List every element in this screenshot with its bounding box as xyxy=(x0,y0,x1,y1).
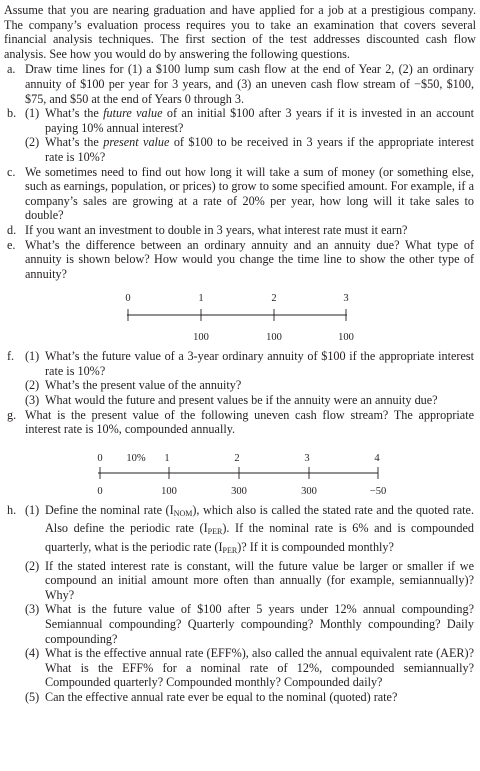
timeline-cash-flow-2: 300 xyxy=(231,485,247,497)
question-b-1-text-post: of an initial $100 after 3 years if it is invested in an account paying 10% annual interest? xyxy=(45,106,474,135)
question-h-label: h. xyxy=(7,502,17,517)
question-b-1-text-pre: What’s the xyxy=(45,106,104,121)
question-h-2-text: If the stated interest rate is constant, will the future value be larger or smaller if we compound an initial amount more often than annually (for example, semiannually)? Why? xyxy=(45,558,474,602)
timeline-cash-flow-1: 100 xyxy=(193,332,209,344)
question-f-2-number: (2) xyxy=(25,378,40,393)
timeline-cash-flow-0: 0 xyxy=(97,485,103,497)
timeline-period-3: 3 xyxy=(304,452,310,464)
question-e-text: What’s the difference between an ordinary annuity and an annuity due? What type of annuity is shown below? How would you change the time line to show the other type of annuity? xyxy=(25,237,474,281)
question-h-1-number: (1) xyxy=(25,502,40,517)
question-f-3 xyxy=(25,393,474,408)
question-h-4-number: (4) xyxy=(25,646,40,661)
subscript-per: PER xyxy=(222,546,238,556)
question-f-3-number: (3) xyxy=(25,393,40,408)
question-f-label: f. xyxy=(7,349,15,364)
timeline-annuity xyxy=(4,281,476,349)
timeline-uneven-stream xyxy=(4,437,476,503)
timeline-period-4: 4 xyxy=(374,452,380,464)
question-f-1-text: What’s the future value of a 3-year ordinary annuity of $100 if the appropriate interest rate is 10%? xyxy=(45,349,474,378)
question-h-5-text: Can the effective annual rate ever be equal to the nominal (quoted) rate? xyxy=(45,689,398,704)
question-d-text: If you want an investment to double in 3 years, what interest rate must it earn? xyxy=(25,222,408,237)
question-h-3-number: (3) xyxy=(25,602,40,617)
question-d xyxy=(4,223,476,238)
question-h-1-text-b: ), which also is called the stated rate and the quoted rate. Also define the periodic rate (I xyxy=(45,502,474,536)
timeline-period-1: 1 xyxy=(164,452,170,464)
question-h-1 xyxy=(25,503,474,559)
timeline-rate: 10% xyxy=(126,452,146,464)
question-h xyxy=(4,503,476,705)
question-d-label: d. xyxy=(7,222,17,237)
question-b xyxy=(4,106,476,164)
question-a-label: a. xyxy=(7,62,16,77)
question-b-2 xyxy=(25,135,474,164)
timeline-period-0: 0 xyxy=(125,293,131,305)
question-f-2-text: What’s the present value of the annuity? xyxy=(45,378,242,393)
question-h-2 xyxy=(25,559,474,603)
timeline-period-3: 3 xyxy=(343,293,349,305)
subscript-per: PER xyxy=(207,527,223,537)
question-h-1-text-a: Define the nominal rate (I xyxy=(45,502,174,517)
question-f-1-number: (1) xyxy=(25,349,40,364)
question-a xyxy=(4,62,476,106)
question-f-1 xyxy=(25,349,474,378)
question-g xyxy=(4,408,476,437)
timeline-cash-flow-1: 100 xyxy=(161,485,177,497)
question-h-4 xyxy=(25,646,474,690)
question-h-5-number: (5) xyxy=(25,689,40,704)
timeline-cash-flow-2: 100 xyxy=(266,332,282,344)
timeline-period-1: 1 xyxy=(198,293,204,305)
subscript-nom: NOM xyxy=(173,508,193,518)
timeline-period-0: 0 xyxy=(97,452,103,464)
question-b-1 xyxy=(25,106,474,135)
question-b-1-emphasis: future value xyxy=(103,106,163,121)
question-b-2-number: (2) xyxy=(25,135,40,150)
question-c xyxy=(4,165,476,223)
question-b-2-text-post: of $100 to be received in 3 years if the appropriate interest rate is 10%? xyxy=(45,135,474,164)
question-b-label: b. xyxy=(7,106,17,121)
timeline-cash-flow-3: 100 xyxy=(338,332,354,344)
timeline-cash-flow-4: −50 xyxy=(369,485,387,497)
question-g-text: What is the present value of the following uneven cash flow stream? The appropriate interest rate is 10%, compounded annually. xyxy=(25,407,474,437)
question-b-1-number: (1) xyxy=(25,106,40,121)
question-h-1-text-d: )? If it is compounded monthly? xyxy=(237,540,394,555)
question-f xyxy=(4,349,476,407)
question-c-label: c. xyxy=(7,164,16,179)
question-h-2-number: (2) xyxy=(25,558,40,573)
question-f-3-text: What would the future and present values be if the annuity were an annuity due? xyxy=(45,393,438,408)
question-a-text: Draw time lines for (1) a $100 lump sum cash flow at the end of Year 2, (2) an ordinary annuity of $100 per year for 3 years, and (3) an uneven cash flow stream of −$50, $100, $75, and $50 at the end of Years 0 through 3. xyxy=(25,62,474,106)
question-e xyxy=(4,238,476,282)
question-h-3-text: What is the future value of $100 after 5 years under 12% annual compounding? Semiannual compounding? Quarterly compounding? Monthly compounding? Daily compounding? xyxy=(45,602,474,646)
question-c-text: We sometimes need to find out how long it will take a sum of money (or something else, such as earnings, population, or prices) to grow to some specified amount. For example, if a company’s sales are growing at a rate of 20% per year, how long will it take sales to double? xyxy=(25,164,474,223)
question-h-4-text: What is the effective annual rate (EFF%), also called the annual equivalent rate (AER)? What is the EFF% for a nominal rate of 12%, compounded semiannually? Compounded quarterly? Compounded monthly? Compounded daily? xyxy=(45,646,474,690)
timeline-period-2: 2 xyxy=(234,452,240,464)
question-f-2 xyxy=(25,378,474,393)
timeline-cash-flow-3: 300 xyxy=(301,485,317,497)
timeline-period-2: 2 xyxy=(271,293,277,305)
question-b-2-text-pre: What’s the xyxy=(45,135,104,150)
question-g-label: g. xyxy=(7,407,17,422)
intro-paragraph: Assume that you are nearing graduation and have applied for a job at a prestigious company. The company’s evaluation process requires you to take an examination that covers several financial analysis techniques. The first section of the test addresses discounted cash flow analysis. See how you would do by answering the following questions. xyxy=(4,3,476,61)
question-h-1-text-c: ). If the nominal rate is 6% and is compounded quarterly, what is the periodic rate (I xyxy=(45,521,474,555)
question-h-3 xyxy=(25,602,474,646)
question-h-5 xyxy=(25,690,474,705)
question-e-label: e. xyxy=(7,237,16,252)
question-b-2-emphasis: present value xyxy=(103,135,170,150)
